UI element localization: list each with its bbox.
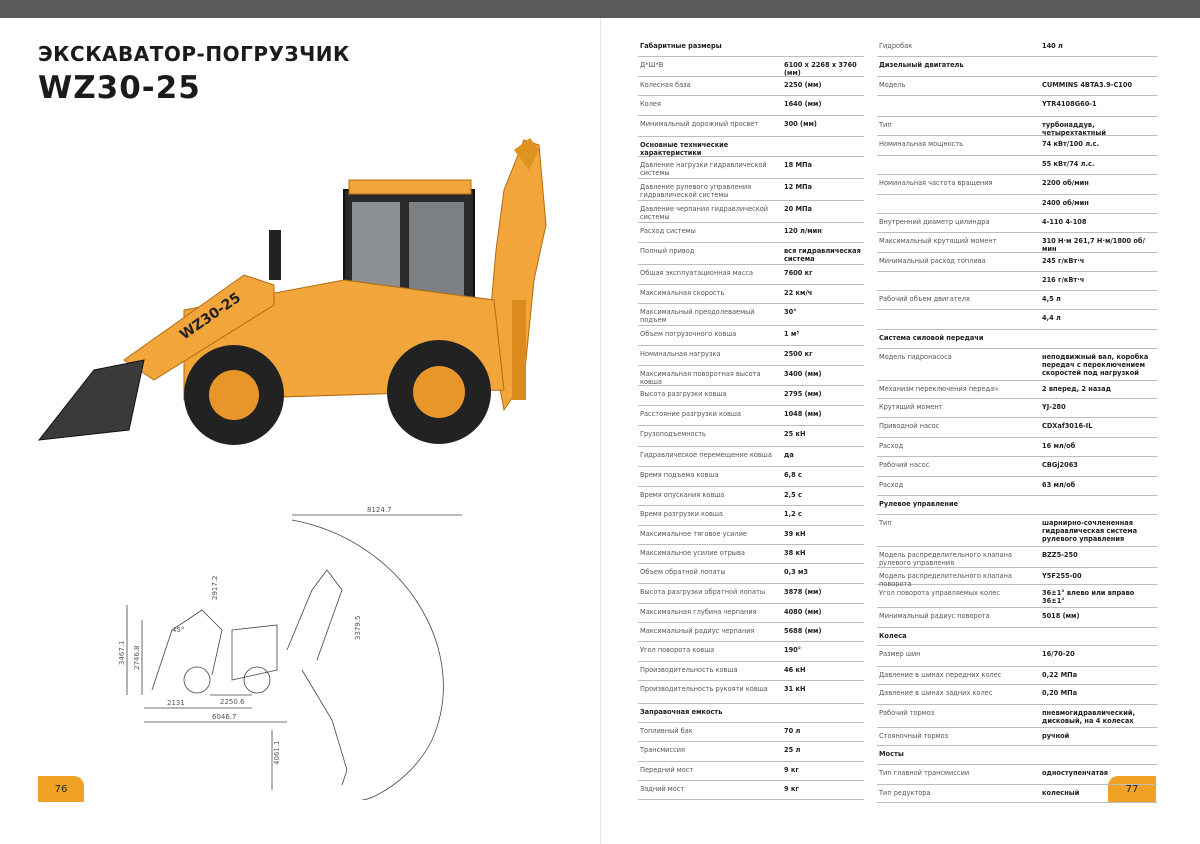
spec-row xyxy=(638,285,864,304)
spec-label: Колесная база xyxy=(640,81,691,89)
dim-label-2131: 2131 xyxy=(167,699,185,707)
spec-label: Высота разгрузки обратной лопаты xyxy=(640,588,766,596)
spec-row xyxy=(877,96,1157,117)
spec-row xyxy=(638,77,864,96)
spec-label: Рабочий насос xyxy=(879,461,930,469)
rear-wheel xyxy=(387,340,491,444)
dim-label-angle: 45° xyxy=(172,626,185,634)
spec-value: 4,5 л xyxy=(1042,295,1061,303)
spec-value: 6100 x 2268 x 3760 (мм) xyxy=(784,61,857,77)
spec-label: Модель xyxy=(879,81,906,89)
spec-row xyxy=(877,349,1157,381)
spec-row xyxy=(638,223,864,243)
spec-row xyxy=(638,584,864,604)
product-category-title: ЭКСКАВАТОР-ПОГРУЗЧИК xyxy=(38,42,350,66)
spec-value: 1 м³ xyxy=(784,330,800,338)
spec-value: ручной xyxy=(1042,732,1070,740)
spec-row xyxy=(638,723,864,742)
spec-label: Модель распределительного клапана поворота xyxy=(879,572,1012,588)
spec-value: 30° xyxy=(784,308,797,316)
spec-value: 25 кН xyxy=(784,430,806,438)
spec-row xyxy=(638,681,864,704)
spec-row xyxy=(638,742,864,762)
spec-value: пневмогидравлический, дисковый, на 4 колесах xyxy=(1042,709,1135,725)
spec-label: Расход xyxy=(879,481,904,489)
spec-row xyxy=(638,157,864,179)
machine-decal: WZ30-25 xyxy=(177,289,244,344)
spec-label: Номинальная мощность xyxy=(879,140,964,148)
spec-label: Тип главной трансмиссии xyxy=(879,769,970,777)
spec-section-header xyxy=(877,746,1157,765)
spec-value: 2500 кг xyxy=(784,350,813,358)
spec-row xyxy=(638,762,864,781)
spec-row xyxy=(638,526,864,545)
spec-label: Система силовой передачи xyxy=(879,334,984,342)
spec-value: CBGj2063 xyxy=(1042,461,1078,469)
spec-value: CDXaf3016-IL xyxy=(1042,422,1093,430)
page-number-left: 76 xyxy=(38,776,84,802)
spec-row xyxy=(877,515,1157,547)
spec-row xyxy=(638,326,864,346)
spec-label: Расход xyxy=(879,442,904,450)
spec-value: 4,4 л xyxy=(1042,314,1061,322)
spec-row xyxy=(877,728,1157,746)
spec-label: Общая эксплуатационная масса xyxy=(640,269,753,277)
spec-row xyxy=(638,406,864,426)
spec-row xyxy=(638,57,864,77)
spec-label: Рабочий объем двигателя xyxy=(879,295,970,303)
spec-row xyxy=(877,77,1157,96)
spec-row xyxy=(638,447,864,467)
spec-row xyxy=(877,117,1157,136)
spec-value: 63 мл/об xyxy=(1042,481,1076,489)
spec-label: Топливный бак xyxy=(640,727,693,735)
spec-label: Рабочий тормоз xyxy=(879,709,935,717)
dim-label-2250: 2250.6 xyxy=(220,698,245,706)
dim-label-3379: 3379.5 xyxy=(354,615,362,640)
spec-value: 7600 кг xyxy=(784,269,813,277)
dim-label-6046: 6046.7 xyxy=(212,713,237,721)
spec-row xyxy=(877,214,1157,233)
spec-label: Стояночный тормоз xyxy=(879,732,949,740)
spec-value: 310 Н·м 261,7 Н·м/1800 об/мин xyxy=(1042,237,1145,253)
spec-label: Давление в шинах задних колес xyxy=(879,689,993,697)
spec-row xyxy=(877,253,1157,272)
spec-value: 0,22 МПа xyxy=(1042,671,1078,679)
spec-row xyxy=(877,685,1157,705)
spec-row xyxy=(877,310,1157,330)
dim-label-overall-reach: 8124.7 xyxy=(367,506,392,514)
spec-label: Номинальная нагрузка xyxy=(640,350,721,358)
spec-label: Объем обратной лопаты xyxy=(640,568,726,576)
spec-label: Давление в шинах передних колес xyxy=(879,671,1002,679)
spec-label: Механизм переключения передач xyxy=(879,385,998,393)
spec-value: 216 г/кВт·ч xyxy=(1042,276,1085,284)
spec-row xyxy=(877,785,1157,803)
page-fold-line xyxy=(600,18,601,844)
spec-section-header xyxy=(877,330,1157,349)
spec-label: Время подъема ковша xyxy=(640,471,719,479)
spec-label: Рулевое управление xyxy=(879,500,959,508)
spec-row xyxy=(877,233,1157,253)
spec-label: Трансмиссия xyxy=(640,746,685,754)
spec-row xyxy=(638,96,864,116)
spec-value: CUMMINS 4BTA3.9-C100 xyxy=(1042,81,1133,89)
spec-label: Номинальная частота вращения xyxy=(879,179,993,187)
spec-label: Расстояние разгрузки ковша xyxy=(640,410,741,418)
spec-row xyxy=(877,438,1157,457)
spec-row xyxy=(877,195,1157,214)
spec-row xyxy=(638,346,864,366)
spec-value: 38 кН xyxy=(784,549,806,557)
spec-row xyxy=(877,136,1157,156)
spec-label: Передний мост xyxy=(640,766,694,774)
spec-row xyxy=(877,667,1157,685)
spec-value: 39 кН xyxy=(784,530,806,538)
spec-label: Модель распределительного клапана рулевого управления xyxy=(879,551,1012,567)
spec-label: Основные технические характеристики xyxy=(640,141,729,157)
spec-row xyxy=(638,116,864,137)
page-number-right: 77 xyxy=(1108,776,1156,802)
spec-value: 0,3 м3 xyxy=(784,568,808,576)
spec-label: Модель гидронасоса xyxy=(879,353,952,361)
dim-label-2917: 2917.2 xyxy=(211,575,219,600)
spec-row xyxy=(877,156,1157,175)
spec-value: колесный xyxy=(1042,789,1080,797)
spec-value: 20 МПа xyxy=(784,205,813,213)
spec-label: Минимальный радиус поворота xyxy=(879,612,990,620)
spec-row xyxy=(638,642,864,662)
spec-label: Минимальный расход топлива xyxy=(879,257,986,265)
spec-row xyxy=(877,646,1157,667)
spec-section-header xyxy=(638,704,864,723)
spec-row xyxy=(877,765,1157,785)
product-model-title: WZ30-25 xyxy=(38,70,201,106)
spec-label: Время опускания ковша xyxy=(640,491,725,499)
spec-row xyxy=(877,38,1157,57)
spec-label: Максимальная скорость xyxy=(640,289,725,297)
spec-value: 12 МПа xyxy=(784,183,813,191)
spec-value: 190° xyxy=(784,646,802,654)
spec-label: Расход системы xyxy=(640,227,696,235)
spec-value: 1048 (мм) xyxy=(784,410,822,418)
dim-label-4061: 4061.1 xyxy=(273,740,281,765)
spec-value: 36±1° влево или вправо 36±1° xyxy=(1042,589,1135,605)
spec-value: 3400 (мм) xyxy=(784,370,822,378)
spec-row xyxy=(877,585,1157,608)
spec-value: 300 (мм) xyxy=(784,120,817,128)
loader-bucket xyxy=(39,360,144,440)
spec-value: 74 кВт/100 л.с. xyxy=(1042,140,1100,148)
spec-value: 18 МПа xyxy=(784,161,813,169)
dim-label-3467: 3467.1 xyxy=(118,640,126,665)
spec-label: Давление черпания гидравлической системы xyxy=(640,205,769,221)
spec-value: 5688 (мм) xyxy=(784,627,822,635)
spec-value: 9 кг xyxy=(784,785,799,793)
spec-value: 140 л xyxy=(1042,42,1063,50)
spec-value: 1,2 с xyxy=(784,510,802,518)
spec-label: Минимальный дорожный просвет xyxy=(640,120,759,128)
spec-row xyxy=(877,608,1157,628)
spec-value: YJ-280 xyxy=(1042,403,1066,411)
spec-value: 5018 (мм) xyxy=(1042,612,1080,620)
spec-label: Внутренний диаметр цилиндра xyxy=(879,218,990,226)
spec-row xyxy=(638,623,864,642)
spec-row xyxy=(877,457,1157,477)
spec-section-header xyxy=(877,628,1157,646)
spec-label: Максимальная глубина черпания xyxy=(640,608,757,616)
spec-row xyxy=(877,381,1157,399)
spec-row xyxy=(877,175,1157,195)
spec-value: 2250 (мм) xyxy=(784,81,822,89)
machine-photo xyxy=(34,130,594,460)
spec-label: Максимальный крутящий момент xyxy=(879,237,997,245)
spec-label: Д*Ш*В xyxy=(640,61,664,69)
spec-label: Производительность рукояти ковша xyxy=(640,685,768,693)
spec-label: Грузоподъемность xyxy=(640,430,706,438)
spec-label: Гидравлическое перемещение ковша xyxy=(640,451,772,459)
spec-label: Гидробак xyxy=(879,42,913,50)
spec-value: 9 кг xyxy=(784,766,799,774)
spec-label: Дизельный двигатель xyxy=(879,61,964,69)
spec-value: вся гидравлическая система xyxy=(784,247,861,263)
spec-value: 16 мл/об xyxy=(1042,442,1076,450)
spec-label: Задний мост xyxy=(640,785,685,793)
spec-row xyxy=(638,467,864,487)
spec-value: 2200 об/мин xyxy=(1042,179,1089,187)
spec-row xyxy=(877,547,1157,568)
spec-label: Тип xyxy=(879,519,892,527)
dim-label-2746: 2746.8 xyxy=(133,645,141,670)
spec-row xyxy=(877,272,1157,291)
spec-label: Максимальный преодолеваемый подъем xyxy=(640,308,755,324)
spec-value: 4080 (мм) xyxy=(784,608,822,616)
spec-row xyxy=(877,418,1157,438)
spec-row xyxy=(877,291,1157,310)
spec-value: шарнирно-сочлененная гидравлическая система рулевого управления xyxy=(1042,519,1138,543)
spec-value: неподвижный вал, коробка передач с переключением скоростей под нагрузкой xyxy=(1042,353,1149,377)
spec-label: Объем погрузочного ковша xyxy=(640,330,737,338)
spec-row xyxy=(638,604,864,623)
spec-value: 120 л/мин xyxy=(784,227,822,235)
spec-row xyxy=(638,386,864,406)
spec-value: 31 кН xyxy=(784,685,806,693)
spec-label: Угол поворота ковша xyxy=(640,646,715,654)
spec-value: 70 л xyxy=(784,727,801,735)
spec-value: Y5F255-00 xyxy=(1042,572,1082,580)
spec-value: турбонаддув, четырехтактный xyxy=(1042,121,1106,137)
spec-label: Мосты xyxy=(879,750,904,758)
spec-label: Крутящий момент xyxy=(879,403,943,411)
spec-label: Угол поворота управляемых колес xyxy=(879,589,1000,597)
spec-row xyxy=(638,201,864,223)
spec-row xyxy=(877,705,1157,728)
top-bar xyxy=(0,0,1200,18)
spec-row xyxy=(638,506,864,526)
spec-label: Заправочная емкость xyxy=(640,708,723,716)
spec-value: 245 г/кВт·ч xyxy=(1042,257,1085,265)
spec-value: 0,20 МПа xyxy=(1042,689,1078,697)
spec-value: YTR4108G60-1 xyxy=(1042,100,1097,108)
spec-row xyxy=(877,477,1157,496)
spec-label: Максимальное усилие отрыва xyxy=(640,549,745,557)
spec-section-header xyxy=(877,57,1157,77)
spec-value: 22 км/ч xyxy=(784,289,813,297)
spec-label: Полный привод xyxy=(640,247,695,255)
spec-row xyxy=(638,545,864,564)
spec-row xyxy=(877,568,1157,588)
spec-label: Производительность ковша xyxy=(640,666,738,674)
spec-value: 1640 (мм) xyxy=(784,100,822,108)
spec-section-header xyxy=(877,496,1157,515)
spec-value: 2400 об/мин xyxy=(1042,199,1089,207)
spec-label: Размер шин xyxy=(879,650,921,658)
spec-label: Давление нагрузки гидравлической системы xyxy=(640,161,767,177)
spec-label: Давление рулевого управления гидравлической системы xyxy=(640,183,752,199)
spec-label: Высота разгрузки ковша xyxy=(640,390,727,398)
spec-value: да xyxy=(784,451,794,459)
spec-row xyxy=(638,265,864,285)
spec-value: 3878 (мм) xyxy=(784,588,822,596)
spec-row xyxy=(638,366,864,386)
spec-label: Максимальный радиус черпания xyxy=(640,627,755,635)
spec-row xyxy=(638,564,864,584)
spec-row xyxy=(638,781,864,800)
front-wheel xyxy=(184,345,284,445)
spec-section-header xyxy=(638,38,864,57)
spec-row xyxy=(877,399,1157,418)
spec-label: Тип редуктора xyxy=(879,789,931,797)
spec-label: Колея xyxy=(640,100,661,108)
spec-value: 2 вперед, 2 назад xyxy=(1042,385,1111,393)
spec-label: Колеса xyxy=(879,632,907,640)
spec-value: 6,8 с xyxy=(784,471,802,479)
spec-value: 2,5 с xyxy=(784,491,802,499)
spec-value: 25 л xyxy=(784,746,801,754)
spec-section-header xyxy=(638,137,864,157)
spec-value: 4-110 4-108 xyxy=(1042,218,1087,226)
spec-label: Приводной насос xyxy=(879,422,940,430)
spec-label: Тип xyxy=(879,121,892,129)
spec-value: 55 кВт/74 л.с. xyxy=(1042,160,1095,168)
spec-label: Время разгрузки ковша xyxy=(640,510,723,518)
spec-row xyxy=(638,662,864,681)
spec-row xyxy=(638,426,864,447)
spec-value: 16/70-20 xyxy=(1042,650,1075,658)
dimension-drawing xyxy=(112,500,472,800)
spec-row xyxy=(638,487,864,506)
spec-value: одноступенчатая xyxy=(1042,769,1109,777)
spec-row xyxy=(638,243,864,265)
spec-row xyxy=(638,179,864,201)
spec-label: Максимальное тяговое усилие xyxy=(640,530,747,538)
spec-value: 46 кН xyxy=(784,666,806,674)
spec-value: 2795 (мм) xyxy=(784,390,822,398)
spec-label: Максимальная поворотная высота ковша xyxy=(640,370,761,386)
spec-row xyxy=(638,304,864,326)
spec-value: BZZ5-250 xyxy=(1042,551,1078,559)
spec-label: Габаритные размеры xyxy=(640,42,722,50)
